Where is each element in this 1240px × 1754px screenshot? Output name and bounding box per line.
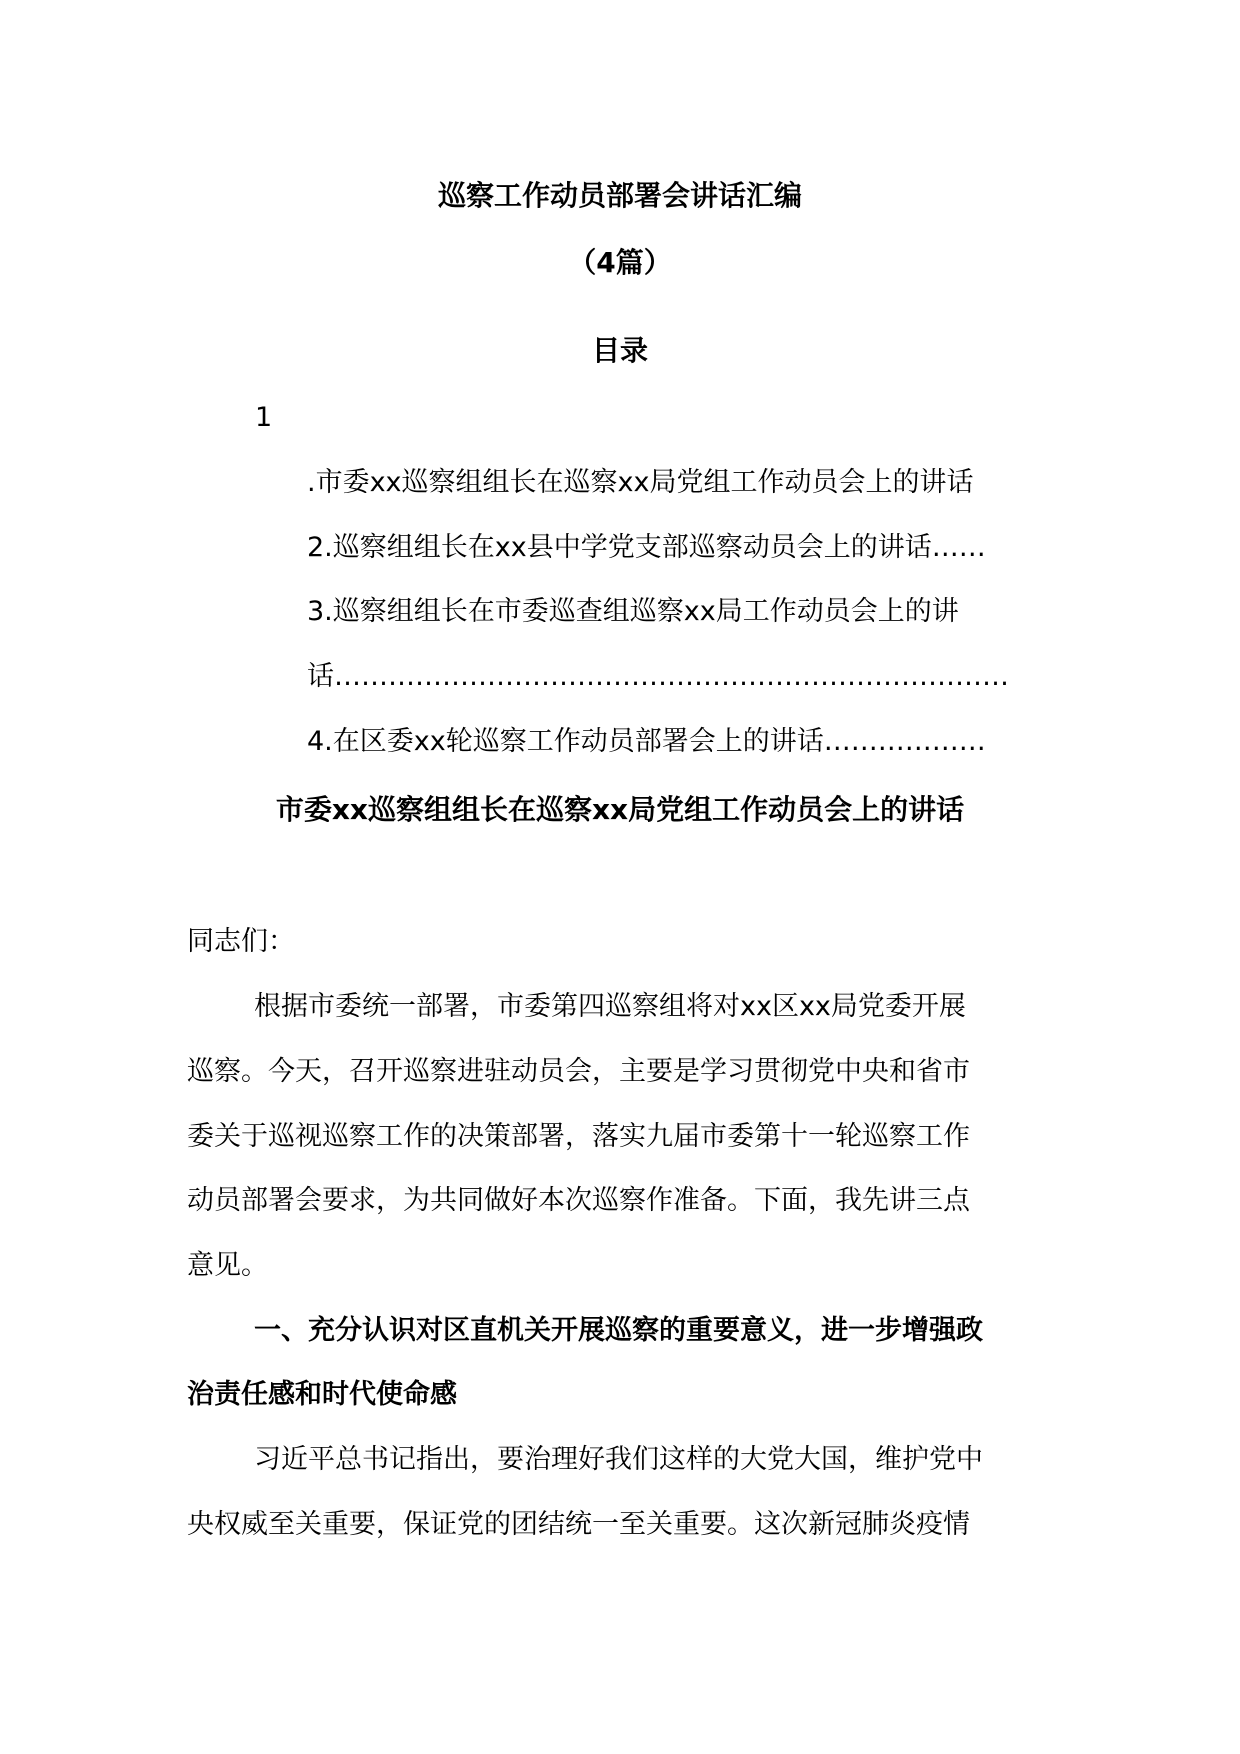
paragraph-2-line-1: 习近平总书记指出，要治理好我们这样的大党大国，维护党中: [254, 1444, 983, 1475]
paragraph-2-line-2: 央权威至关重要，保证党的团结统一至关重要。这次新冠肺炎疫情: [187, 1509, 970, 1540]
toc-item-3: 3.巡察组组长在市委巡查组巡察xx局工作动员会上的讲: [307, 596, 959, 627]
paragraph-1-line-1: 根据市委统一部署，市委第四巡察组将对xx区xx局党委开展: [254, 991, 966, 1022]
section-1-heading-line-2: 治责任感和时代使命感: [187, 1379, 457, 1410]
section-1-heading-line-1: 一、充分认识对区直机关开展巡察的重要意义，进一步增强政: [254, 1315, 983, 1346]
toc-number: 1: [255, 402, 273, 433]
toc-heading: 目录: [591, 334, 648, 367]
document-title: 巡察工作动员部署会讲话汇编: [437, 179, 802, 212]
toc-item-4: 4.在区委xx轮巡察工作动员部署会上的讲话………………: [307, 726, 986, 757]
paragraph-1-line-3: 委关于巡视巡察工作的决策部署，落实九届市委第十一轮巡察工作: [187, 1121, 970, 1152]
paragraph-1-line-5: 意见。: [187, 1250, 268, 1281]
toc-item-2: 2.巡察组组长在xx县中学党支部巡察动员会上的讲话……: [307, 532, 986, 563]
toc-item-3-continued: 话…………………………………………………………………: [307, 661, 1009, 692]
article-title: 市委xx巡察组组长在巡察xx局党组工作动员会上的讲话: [275, 793, 965, 826]
paragraph-1-line-4: 动员部署会要求，为共同做好本次巡察作准备。下面，我先讲三点: [187, 1185, 970, 1216]
toc-item-1: .市委xx巡察组组长在巡察xx局党组工作动员会上的讲话: [307, 467, 974, 498]
salutation: 同志们：: [187, 926, 295, 957]
paragraph-1-line-2: 巡察。今天，召开巡察进驻动员会，主要是学习贯彻党中央和省市: [187, 1056, 970, 1087]
document-subtitle: （4篇）: [568, 246, 672, 279]
